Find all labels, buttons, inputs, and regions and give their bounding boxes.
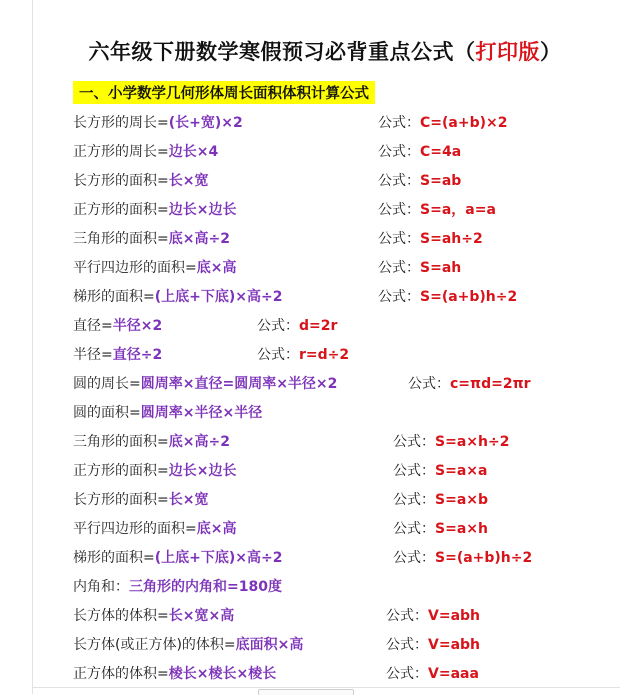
formula-row bbox=[73, 314, 162, 338]
formula-prefix: 公式： bbox=[378, 115, 420, 131]
formula-label: 正方形的周长= bbox=[73, 144, 169, 160]
formula-expression bbox=[393, 488, 488, 512]
formula-value: 底×高÷2 bbox=[168, 434, 230, 450]
formula-row bbox=[73, 372, 337, 396]
formula-label: 长方形的面积= bbox=[73, 492, 169, 508]
page-bottom-edge bbox=[33, 687, 620, 688]
formula-expression bbox=[378, 111, 507, 135]
formula-row bbox=[73, 169, 208, 193]
formula-symbolic: S=ah÷2 bbox=[420, 231, 483, 247]
formula-prefix: 公式： bbox=[386, 637, 428, 653]
formula-label: 半径= bbox=[73, 347, 113, 363]
formula-symbolic: S=a，a=a bbox=[420, 202, 496, 218]
formula-symbolic: S=a×h÷2 bbox=[435, 434, 510, 450]
formula-value: 底×高 bbox=[196, 521, 237, 537]
formula-row bbox=[73, 633, 303, 657]
formula-row bbox=[73, 256, 236, 280]
formula-value: 长×宽 bbox=[168, 173, 209, 189]
horizontal-scrollbar-thumb[interactable] bbox=[258, 689, 354, 695]
formula-label: 直径= bbox=[73, 318, 113, 334]
title-end: ） bbox=[540, 40, 562, 64]
formula-value: 边长×边长 bbox=[168, 202, 237, 218]
formula-prefix: 公式： bbox=[257, 318, 299, 334]
formula-row bbox=[73, 111, 243, 135]
formula-expression bbox=[393, 459, 487, 483]
formula-label: 梯形的面积= bbox=[73, 289, 155, 305]
formula-value: 棱长×棱长×棱长 bbox=[168, 666, 277, 682]
formula-expression bbox=[378, 256, 461, 280]
formula-expression bbox=[378, 140, 461, 164]
formula-expression bbox=[378, 198, 496, 222]
formula-expression bbox=[378, 169, 461, 193]
formula-prefix: 公式： bbox=[393, 463, 435, 479]
formula-expression bbox=[386, 604, 480, 628]
formula-prefix: 公式： bbox=[393, 492, 435, 508]
formula-row bbox=[73, 430, 230, 454]
formula-prefix: 公式： bbox=[393, 550, 435, 566]
page-left-edge bbox=[32, 0, 33, 694]
formula-prefix: 公式： bbox=[378, 144, 420, 160]
formula-expression bbox=[408, 372, 531, 396]
formula-symbolic: V=abh bbox=[428, 637, 481, 653]
formula-label: 长方形的周长= bbox=[73, 115, 169, 131]
formula-prefix: 公式： bbox=[408, 376, 450, 392]
formula-expression bbox=[393, 517, 488, 541]
formula-row bbox=[73, 285, 282, 309]
formula-expression bbox=[386, 633, 480, 657]
formula-label: 平行四边形的面积= bbox=[73, 260, 197, 276]
formula-value: 底×高 bbox=[196, 260, 237, 276]
formula-row bbox=[73, 546, 282, 570]
formula-row bbox=[73, 604, 234, 628]
title-accent: 打印版 bbox=[475, 40, 540, 64]
formula-symbolic: S=ab bbox=[420, 173, 462, 189]
formula-value: 圆周率×直径=圆周率×半径×2 bbox=[140, 376, 338, 392]
formula-prefix: 公式： bbox=[378, 202, 420, 218]
title-main: 六年级下册数学寒假预习必背重点公式（ bbox=[88, 40, 476, 64]
formula-row bbox=[73, 488, 208, 512]
formula-row bbox=[73, 227, 230, 251]
formula-expression bbox=[393, 546, 532, 570]
formula-label: 三角形的面积= bbox=[73, 231, 169, 247]
formula-value: 圆周率×半径×半径 bbox=[140, 405, 263, 421]
formula-symbolic: V=aaa bbox=[428, 666, 479, 682]
formula-expression bbox=[378, 285, 517, 309]
formula-row bbox=[73, 517, 236, 541]
formula-value: 长×宽 bbox=[168, 492, 209, 508]
formula-row bbox=[73, 575, 282, 599]
formula-row bbox=[73, 343, 162, 367]
formula-label: 正方形的面积= bbox=[73, 463, 169, 479]
formula-prefix: 公式： bbox=[393, 521, 435, 537]
formula-label: 圆的周长= bbox=[73, 376, 141, 392]
formula-value: 底面积×高 bbox=[235, 637, 304, 653]
formula-symbolic: r=d÷2 bbox=[299, 347, 350, 363]
formula-value: 边长×边长 bbox=[168, 463, 237, 479]
formula-label: 内角和： bbox=[73, 579, 129, 595]
formula-label: 平行四边形的面积= bbox=[73, 521, 197, 537]
formula-prefix: 公式： bbox=[386, 608, 428, 624]
formula-expression bbox=[257, 314, 337, 338]
formula-symbolic: d=2r bbox=[299, 318, 338, 334]
formula-label: 三角形的面积= bbox=[73, 434, 169, 450]
formula-value: 三角形的内角和=180度 bbox=[129, 579, 282, 595]
formula-prefix: 公式： bbox=[393, 434, 435, 450]
formula-row bbox=[73, 140, 218, 164]
formula-value: 长×宽×高 bbox=[168, 608, 235, 624]
formula-prefix: 公式： bbox=[378, 289, 420, 305]
formula-label: 圆的面积= bbox=[73, 405, 141, 421]
formula-value: 边长×4 bbox=[168, 144, 219, 160]
formula-label: 长方形的面积= bbox=[73, 173, 169, 189]
formula-expression bbox=[257, 343, 349, 367]
formula-symbolic: c=πd=2πr bbox=[450, 376, 531, 392]
formula-symbolic: S=(a+b)h÷2 bbox=[420, 289, 518, 305]
page-title bbox=[0, 36, 620, 66]
formula-value: (上底+下底)×高÷2 bbox=[154, 289, 283, 305]
formula-value: 直径÷2 bbox=[112, 347, 163, 363]
formula-value: 半径×2 bbox=[112, 318, 163, 334]
formula-label: 长方体(或正方体)的体积= bbox=[73, 637, 236, 653]
formula-label: 梯形的面积= bbox=[73, 550, 155, 566]
formula-symbolic: S=(a+b)h÷2 bbox=[435, 550, 533, 566]
formula-symbolic: S=a×h bbox=[435, 521, 488, 537]
formula-prefix: 公式： bbox=[378, 173, 420, 189]
formula-symbolic: S=a×b bbox=[435, 492, 489, 508]
formula-symbolic: C=(a+b)×2 bbox=[420, 115, 508, 131]
formula-expression bbox=[378, 227, 483, 251]
formula-expression bbox=[393, 430, 509, 454]
formula-prefix: 公式： bbox=[378, 231, 420, 247]
formula-prefix: 公式： bbox=[257, 347, 299, 363]
formula-label: 长方体的体积= bbox=[73, 608, 169, 624]
formula-label: 正方形的面积= bbox=[73, 202, 169, 218]
section-heading: 一、小学数学几何形体周长面积体积计算公式 bbox=[73, 81, 375, 104]
formula-value: (上底+下底)×高÷2 bbox=[154, 550, 283, 566]
formula-symbolic: V=abh bbox=[428, 608, 481, 624]
formula-row bbox=[73, 662, 276, 686]
formula-row bbox=[73, 401, 262, 425]
formula-symbolic: C=4a bbox=[420, 144, 462, 160]
formula-value: 底×高÷2 bbox=[168, 231, 230, 247]
formula-value: (长+宽)×2 bbox=[168, 115, 243, 131]
formula-label: 正方体的体积= bbox=[73, 666, 169, 682]
formula-symbolic: S=a×a bbox=[435, 463, 488, 479]
formula-prefix: 公式： bbox=[378, 260, 420, 276]
formula-prefix: 公式： bbox=[386, 666, 428, 682]
formula-row bbox=[73, 198, 236, 222]
formula-expression bbox=[386, 662, 479, 686]
formula-row bbox=[73, 459, 236, 483]
formula-symbolic: S=ah bbox=[420, 260, 462, 276]
